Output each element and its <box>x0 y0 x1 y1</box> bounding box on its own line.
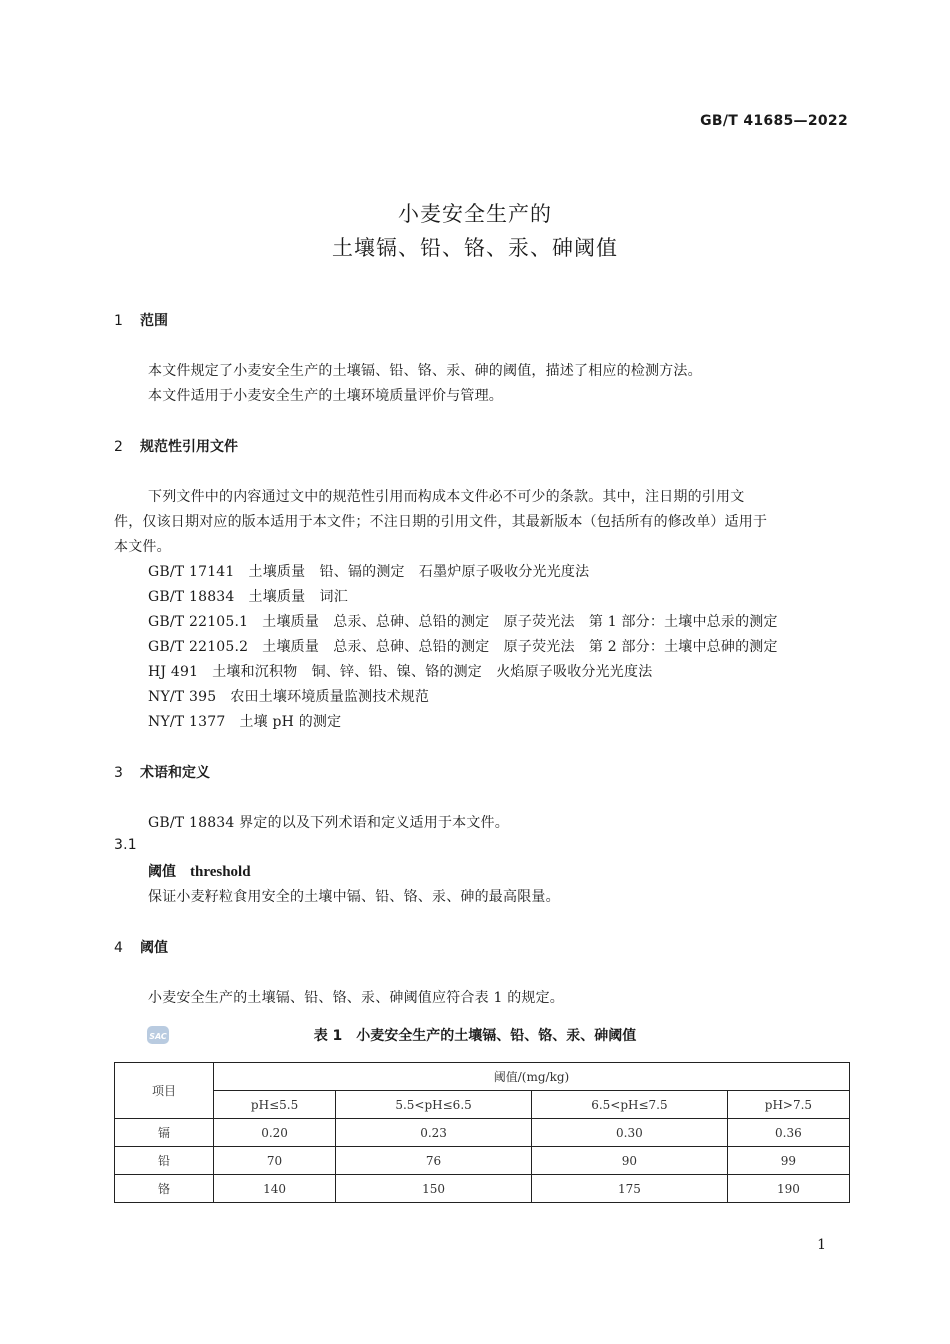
section-4-heading <box>114 937 168 957</box>
sac-logo-text: SAC <box>149 1032 167 1041</box>
table-row <box>115 1119 850 1147</box>
threshold-value-cell: 70 <box>214 1147 336 1175</box>
reference-title: 农田土壤环境质量监测技术规范 <box>230 689 430 705</box>
reference-item <box>148 561 589 581</box>
threshold-value-cell: 0.30 <box>531 1119 727 1147</box>
term-definition: 保证小麦籽粒食用安全的土壤中镉、铅、铬、汞、砷的最高限量。 <box>148 889 560 905</box>
element-cell: 铬 <box>115 1175 214 1203</box>
reference-code: NY/T 395 <box>148 689 217 705</box>
reference-title: 土壤质量 总汞、总砷、总铅的测定 原子荧光法 第 2 部分：土壤中总砷的测定 <box>262 639 778 655</box>
term-english: threshold <box>190 864 251 880</box>
ph-range-header: 5.5<pH≤6.5 <box>336 1091 532 1119</box>
reference-item <box>148 686 429 706</box>
threshold-value-cell: 0.36 <box>727 1119 849 1147</box>
threshold-value-cell: 140 <box>214 1175 336 1203</box>
reference-item <box>148 661 652 681</box>
page-number: 1 <box>817 1237 826 1253</box>
threshold-value-cell: 150 <box>336 1175 532 1203</box>
threshold-value-cell: 90 <box>531 1147 727 1175</box>
reference-item <box>148 636 778 656</box>
table-header-row <box>115 1063 850 1091</box>
threshold-value-cell: 0.23 <box>336 1119 532 1147</box>
reference-title: 土壤和沉积物 铜、锌、铅、镍、铬的测定 火焰原子吸收分光光度法 <box>212 664 653 680</box>
threshold-value-cell: 99 <box>727 1147 849 1175</box>
paragraph-line: 件，仅该日期对应的版本适用于本文件；不注日期的引用文件，其最新版本（包括所有的修改单）适用于 <box>114 514 768 530</box>
section-title: 阈值 <box>140 940 168 956</box>
reference-item <box>148 611 778 631</box>
section-title: 范围 <box>140 313 168 329</box>
paragraph: GB/T 18834 界定的以及下列术语和定义适用于本文件。 <box>148 815 509 831</box>
term-chinese: 阈值 <box>148 864 176 880</box>
item-header-cell: 项目 <box>115 1063 214 1119</box>
reference-code: GB/T 22105.1 <box>148 614 249 630</box>
reference-title: 土壤质量 总汞、总砷、总铅的测定 原子荧光法 第 1 部分：土壤中总汞的测定 <box>262 614 778 630</box>
reference-code: GB/T 22105.2 <box>148 639 249 655</box>
paragraph-line: 本文件。 <box>114 539 171 555</box>
paragraph: 小麦安全生产的土壤镉、铅、铬、汞、砷阈值应符合表 1 的规定。 <box>148 990 565 1006</box>
section-1-heading <box>114 310 168 330</box>
table-subheader-row <box>115 1091 850 1119</box>
subclause-number: 3.1 <box>114 837 137 853</box>
section-number: 3 <box>114 765 123 781</box>
section-number: 1 <box>114 313 123 329</box>
reference-code: GB/T 18834 <box>148 589 235 605</box>
reference-item <box>148 586 348 606</box>
document-title-line1: 小麦安全生产的 <box>398 202 552 226</box>
reference-title: 土壤质量 铅、镉的测定 石墨炉原子吸收分光光度法 <box>248 564 590 580</box>
term-entry <box>148 861 251 881</box>
threshold-table <box>114 1062 850 1203</box>
document-title-line2: 土壤镉、铅、铬、汞、砷阈值 <box>332 236 618 260</box>
reference-title: 土壤质量 词汇 <box>248 589 348 605</box>
reference-title: 土壤 pH 的测定 <box>239 714 342 730</box>
section-number: 2 <box>114 439 123 455</box>
threshold-value-cell: 0.20 <box>214 1119 336 1147</box>
section-title: 术语和定义 <box>140 765 210 781</box>
threshold-value-cell: 190 <box>727 1175 849 1203</box>
ph-range-header: pH>7.5 <box>727 1091 849 1119</box>
threshold-group-header: 阈值/(mg/kg) <box>214 1063 850 1091</box>
threshold-value-cell: 76 <box>336 1147 532 1175</box>
paragraph: 本文件适用于小麦安全生产的土壤环境质量评价与管理。 <box>148 388 503 404</box>
ph-range-header: pH≤5.5 <box>214 1091 336 1119</box>
section-number: 4 <box>114 940 123 956</box>
table-caption: 表 1 小麦安全生产的土壤镉、铅、铬、汞、砷阈值 <box>313 1028 637 1044</box>
reference-code: NY/T 1377 <box>148 714 226 730</box>
element-cell: 镉 <box>115 1119 214 1147</box>
ph-range-header: 6.5<pH≤7.5 <box>531 1091 727 1119</box>
paragraph: 本文件规定了小麦安全生产的土壤镉、铅、铬、汞、砷的阈值，描述了相应的检测方法。 <box>148 363 702 379</box>
reference-code: GB/T 17141 <box>148 564 235 580</box>
threshold-value-cell: 175 <box>531 1175 727 1203</box>
section-3-heading <box>114 762 210 782</box>
reference-code: HJ 491 <box>148 664 199 680</box>
table-row <box>115 1175 850 1203</box>
section-2-heading <box>114 436 238 456</box>
reference-item <box>148 711 341 731</box>
table-row <box>115 1147 850 1175</box>
section-title: 规范性引用文件 <box>140 439 238 455</box>
standard-number: GB/T 41685—2022 <box>700 113 848 129</box>
element-cell: 铅 <box>115 1147 214 1175</box>
paragraph-line: 下列文件中的内容通过文中的规范性引用而构成本文件必不可少的条款。其中，注日期的引用文 <box>148 489 745 505</box>
